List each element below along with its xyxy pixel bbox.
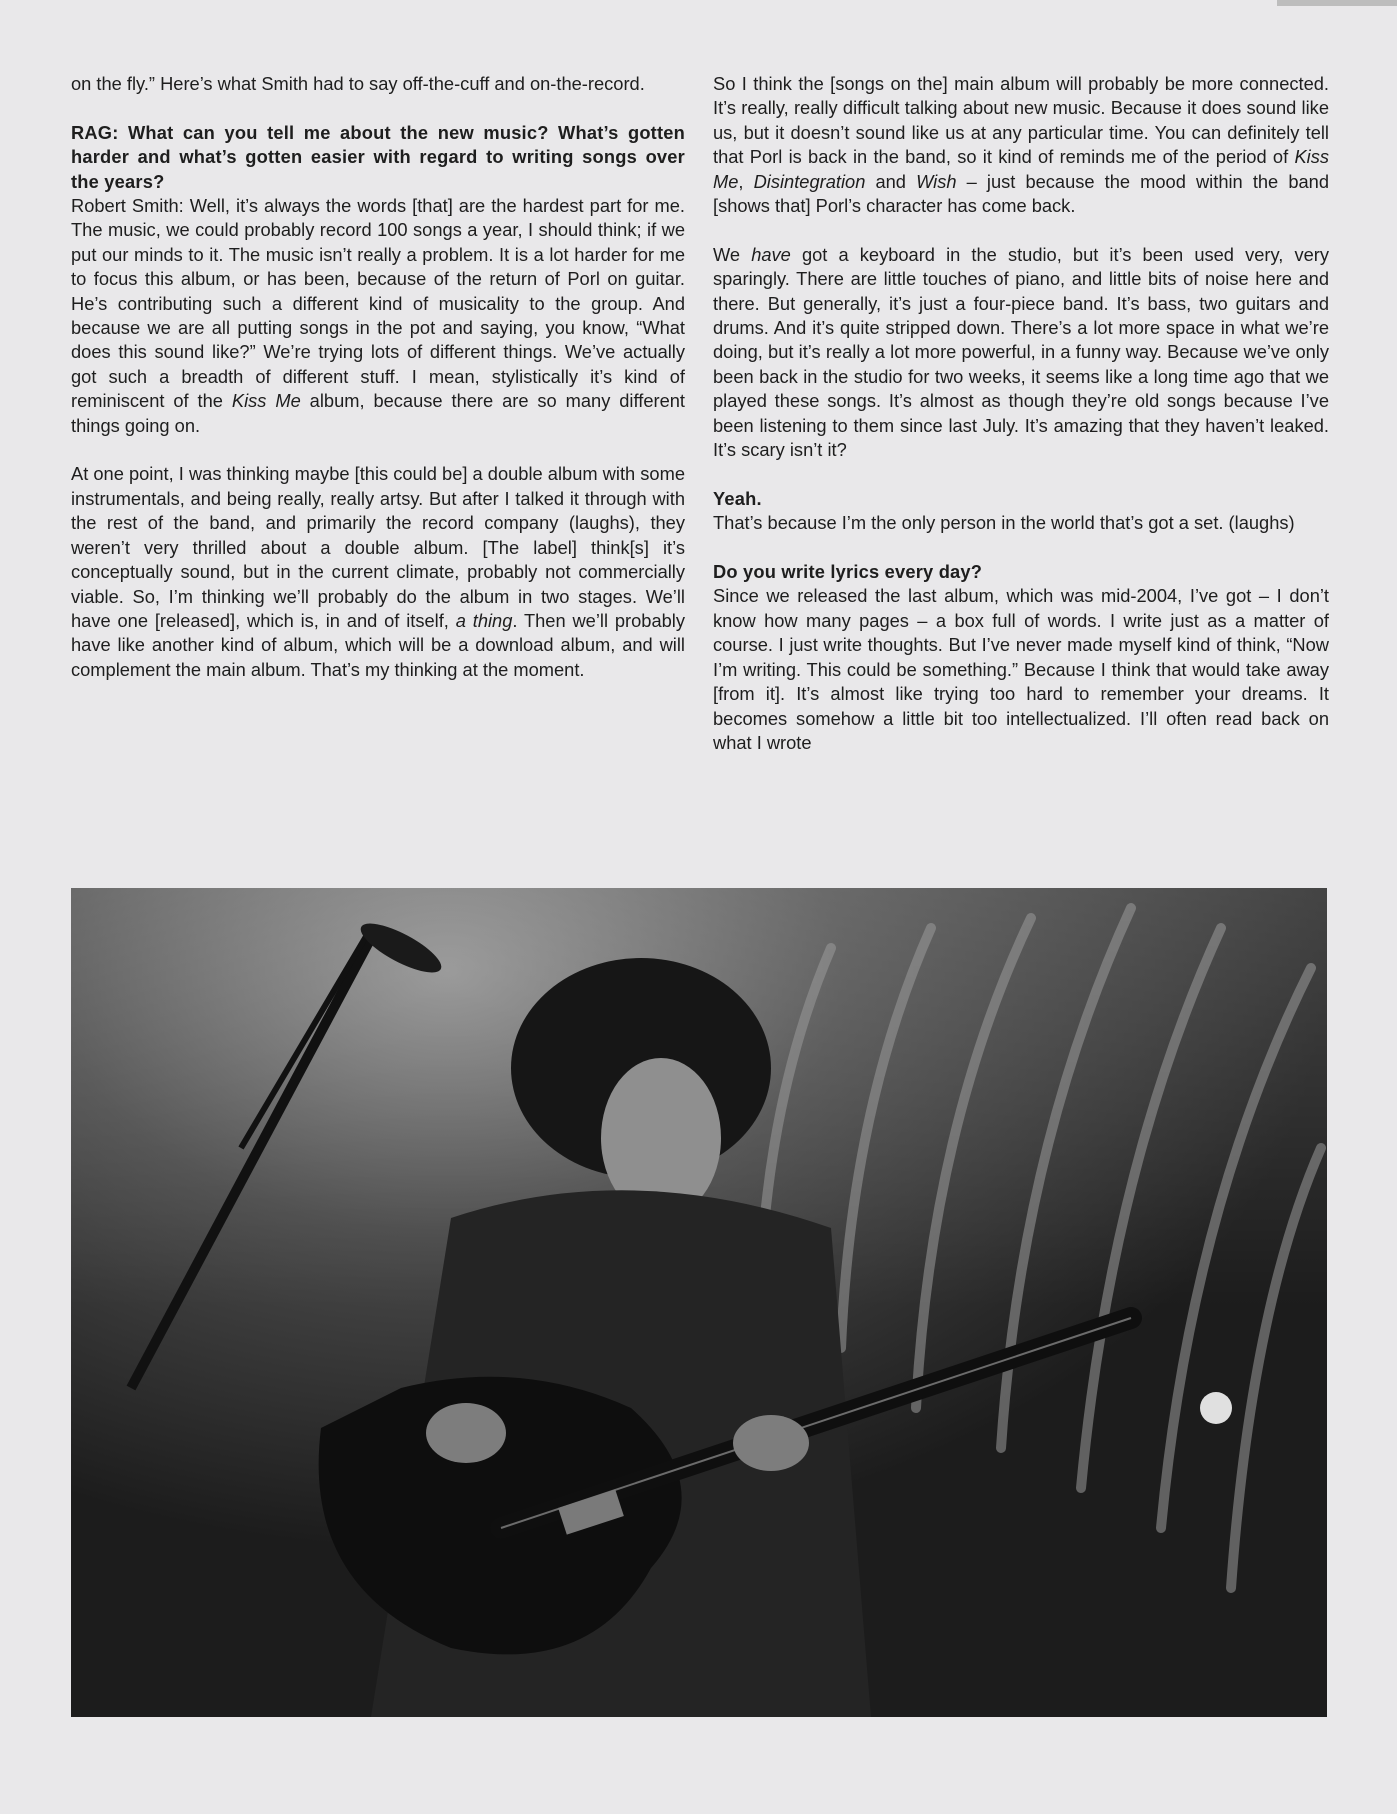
- concert-photo: [71, 888, 1327, 1717]
- left-text-column: [71, 72, 685, 707]
- right-text-column: [713, 72, 1329, 755]
- emphasis-text: a thing: [455, 609, 513, 631]
- album-title-kiss-me: Kiss Me: [231, 390, 301, 412]
- paragraph-text: We: [713, 243, 752, 265]
- album-title-disintegration: Disintegration: [753, 170, 866, 192]
- question-lyrics: Do you write lyrics every day?: [713, 561, 983, 583]
- album-title-wish: Wish: [916, 170, 957, 192]
- paragraph-text: ,: [738, 170, 754, 192]
- paragraph-text: – just because the mood within the band [shows that] Porl’s character has come back.: [713, 170, 1329, 217]
- question-new-music: RAG: What can you tell me about the new music? What’s gotten harder and what’s gotten easier with regard to writing songs over the years?: [71, 121, 685, 192]
- double-album-paragraph: [71, 462, 685, 682]
- intro-paragraph: on the fly.” Here’s what Smith had to say off-the-cuff and on-the-record.: [71, 73, 645, 94]
- paragraph-text: got a keyboard in the studio, but it’s been used very, very sparingly. There are little touches of piano, and little bits of noise here and there. But generally, it’s just a four-piece band. It’s bass, two guitars and drums. And it’s quite stripped down. There’s a lot more space in what we’re doing, but it’s really a lot more powerful, in a funny way. Because we’ve only been back in the studio for two weeks, it seems like a long time ago that we played these songs. It’s almost as though they’re old songs because I’ve been listening to them since last July. It’s amazing that they haven’t leaked. It’s scary isn’t it?: [713, 243, 1329, 461]
- page-edge-mark: [1277, 0, 1397, 6]
- question-yeah: Yeah.: [713, 487, 762, 509]
- emphasis-text: have: [751, 243, 791, 265]
- answer-new-music: [71, 194, 685, 438]
- answer-set: That’s because I’m the only person in the world that’s got a set. (laughs): [713, 512, 1295, 534]
- answer-lyrics: Since we released the last album, which was mid-2004, I’ve got – I don’t know how many pages – a box full of words. I write just as a matter of course. I just write thoughts. But I’ve never made myself kind of think, “Now I’m writing. This could be something.” Because I think that would take away [from it]. It’s almost like trying too hard to remember your dreams. It becomes somehow a little bit too intellectualized. I’ll often read back on what I wrote: [713, 585, 1329, 753]
- stage-light: [1200, 1392, 1232, 1424]
- concert-photo-image: [71, 888, 1327, 1717]
- answer-text: album, because there are so many different things going on.: [71, 390, 685, 436]
- paragraph-text: So I think the [songs on the] main album will probably be more connected. It’s really, really difficult talking about new music. Because it does sound like us, but it doesn’t sound like us at any particular time. You can definitely tell that Porl is back in the band, so it kind of reminds me of the period of: [713, 73, 1329, 168]
- album-title-kiss-me: Kiss Me: [713, 146, 1329, 192]
- paragraph-text: At one point, I was thinking maybe [this could be] a double album with some instrumentals, and being really, really artsy. But after I talked it through with the rest of the band, and primarily the record company (laughs), they weren’t very thrilled about a double album. [The label] think[s] it’s conceptually sound, but in the current climate, probably not commercially viable. So, I’m thinking we’ll probably do the album in two stages. We’ll have one [released], which is, in and of itself,: [71, 463, 685, 631]
- answer-text: Robert Smith: Well, it’s always the words [that] are the hardest part for me. The music, we could probably record 100 songs a year, I should think; if we put our minds to it. The music isn’t really a problem. It is a lot harder for me to focus this album, or has been, because of the return of Porl on guitar. He’s contributing such a different kind of musicality to the group. And because we are all putting songs in the pot and saying, you know, “What does this sound like?” We’re trying lots of different things. We’ve actually got such a breadth of different stuff. I mean, stylistically it’s kind of reminiscent of the: [71, 195, 685, 412]
- main-album-paragraph: [713, 72, 1329, 218]
- paragraph-text: and: [865, 170, 917, 192]
- studio-paragraph: [713, 243, 1329, 463]
- paragraph-text: . Then we’ll probably have like another kind of album, which will be a download album, and will complement the main album. That’s my thinking at the moment.: [71, 609, 686, 680]
